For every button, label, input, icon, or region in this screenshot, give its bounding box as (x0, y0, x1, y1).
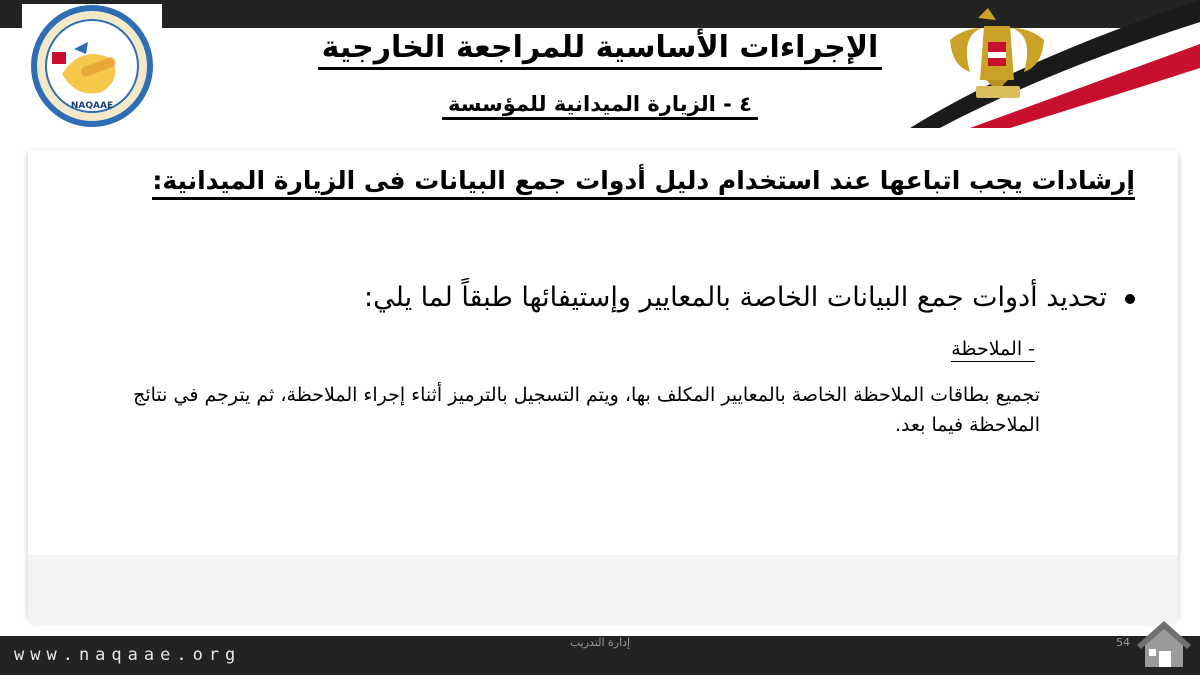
page-title-text: الإجراءات الأساسية للمراجعة الخارجية (318, 30, 883, 70)
page-subtitle-text: ٤ - الزيارة الميدانية للمؤسسة (442, 92, 758, 120)
bullet-item-text: تحديد أدوات جمع البيانات الخاصة بالمعايير وإستيفائها طبقاً لما يلي: (364, 282, 1107, 313)
home-icon[interactable] (1135, 615, 1193, 671)
guidelines-heading (70, 166, 1135, 195)
footer-department: إدارة التدريب (569, 636, 631, 649)
note-label-text: - الملاحظة (951, 338, 1035, 360)
content-bottom-band (28, 555, 1178, 625)
bullet-dot-icon (1125, 294, 1135, 304)
bullet-item (120, 282, 1135, 313)
footer-website-link[interactable]: www.naqaae.org (14, 645, 242, 665)
note-description: تجميع بطاقات الملاحظة الخاصة بالمعايير المكلف بها، ويتم التسجيل بالترميز أثناء إجراء الملاحظة، ثم يترجم في نتائج الملاحظة فيما بعد. (133, 384, 1040, 436)
guidelines-heading-text: إرشادات يجب اتباعها عند استخدام دليل أدوات جمع البيانات فى الزيارة الميدانية: (152, 166, 1135, 200)
page-title (270, 30, 930, 65)
naqaae-logo-caption: NAQAAE (70, 101, 114, 111)
egypt-eagle-emblem (900, 0, 1200, 130)
page-subtitle (400, 92, 800, 116)
page-number: 54 (1116, 636, 1130, 649)
note-label (760, 338, 1035, 360)
naqaae-logo (22, 4, 162, 129)
